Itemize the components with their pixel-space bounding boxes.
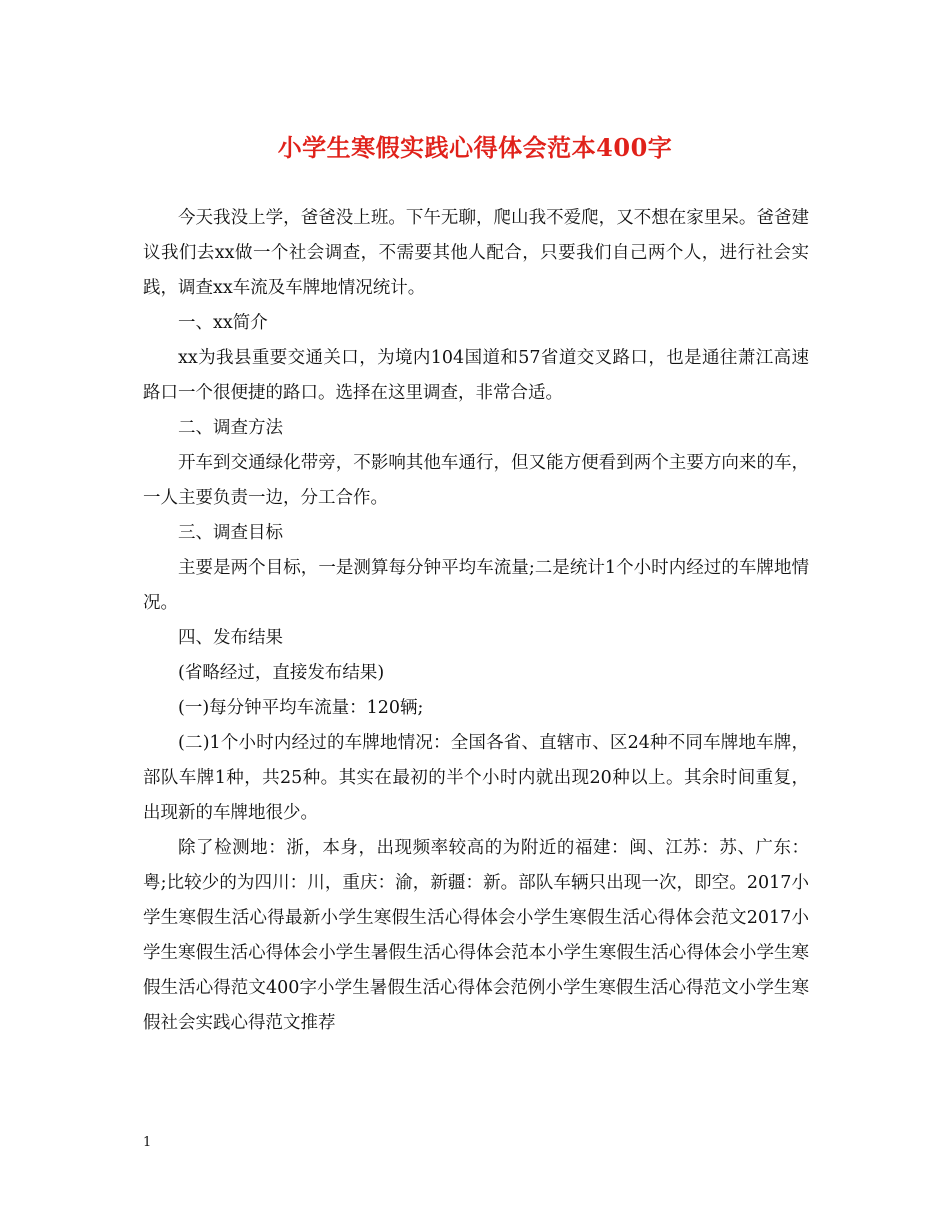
paragraph-section-2: 开车到交通绿化带旁，不影响其他车通行，但又能方便看到两个主要方向来的车，一人主要负责一边，分工合作。 <box>143 453 809 508</box>
heading-section-2: 二、调查方法 <box>178 418 283 438</box>
paragraph-conclusion: 除了检测地：浙，本身，出现频率较高的为附近的福建：闽、江苏：苏、广东：粤;比较少的为四川：川，重庆：渝，新疆：新。部队车辆只出现一次，即空。2017小学生寒假生活心得最新小学生寒假生活心得体会小学生寒假生活心得体会范文2017小学生寒假生活心得体会小学生暑假生活心得体会范本小学生寒假生活心得体会小学生寒假生活心得范文400字小学生暑假生活心得体会范例小学生寒假生活心得范文小学生寒假社会实践心得范文推荐 <box>143 838 809 1033</box>
paragraph-section-3: 主要是两个目标，一是测算每分钟平均车流量;二是统计1个小时内经过的车牌地情况。 <box>143 558 809 613</box>
paragraph-note: (省略经过，直接发布结果) <box>178 663 385 683</box>
page-number: 1 <box>143 1135 152 1150</box>
heading-section-4: 四、发布结果 <box>178 628 283 648</box>
paragraph-result-1: (一)每分钟平均车流量：120辆; <box>178 698 424 718</box>
document-body <box>143 201 809 1041</box>
heading-section-1: 一、xx简介 <box>178 313 268 333</box>
heading-section-3: 三、调查目标 <box>178 523 283 543</box>
document-title: 小学生寒假实践心得体会范本400字 <box>277 133 673 162</box>
paragraph-result-2: (二)1个小时内经过的车牌地情况：全国各省、直辖市、区24种不同车牌地车牌，部队车牌1种，共25种。其实在最初的半个小时内就出现20种以上。其余时间重复，出现新的车牌地很少。 <box>143 733 809 823</box>
paragraph-intro: 今天我没上学，爸爸没上班。下午无聊，爬山我不爱爬，又不想在家里呆。爸爸建议我们去xx做一个社会调查，不需要其他人配合，只要我们自己两个人，进行社会实践，调查xx车流及车牌地情况统计。 <box>143 208 809 298</box>
paragraph-section-1: xx为我县重要交通关口，为境内104国道和57省道交叉路口，也是通往萧江高速路口一个很便捷的路口。选择在这里调查，非常合适。 <box>143 348 809 403</box>
